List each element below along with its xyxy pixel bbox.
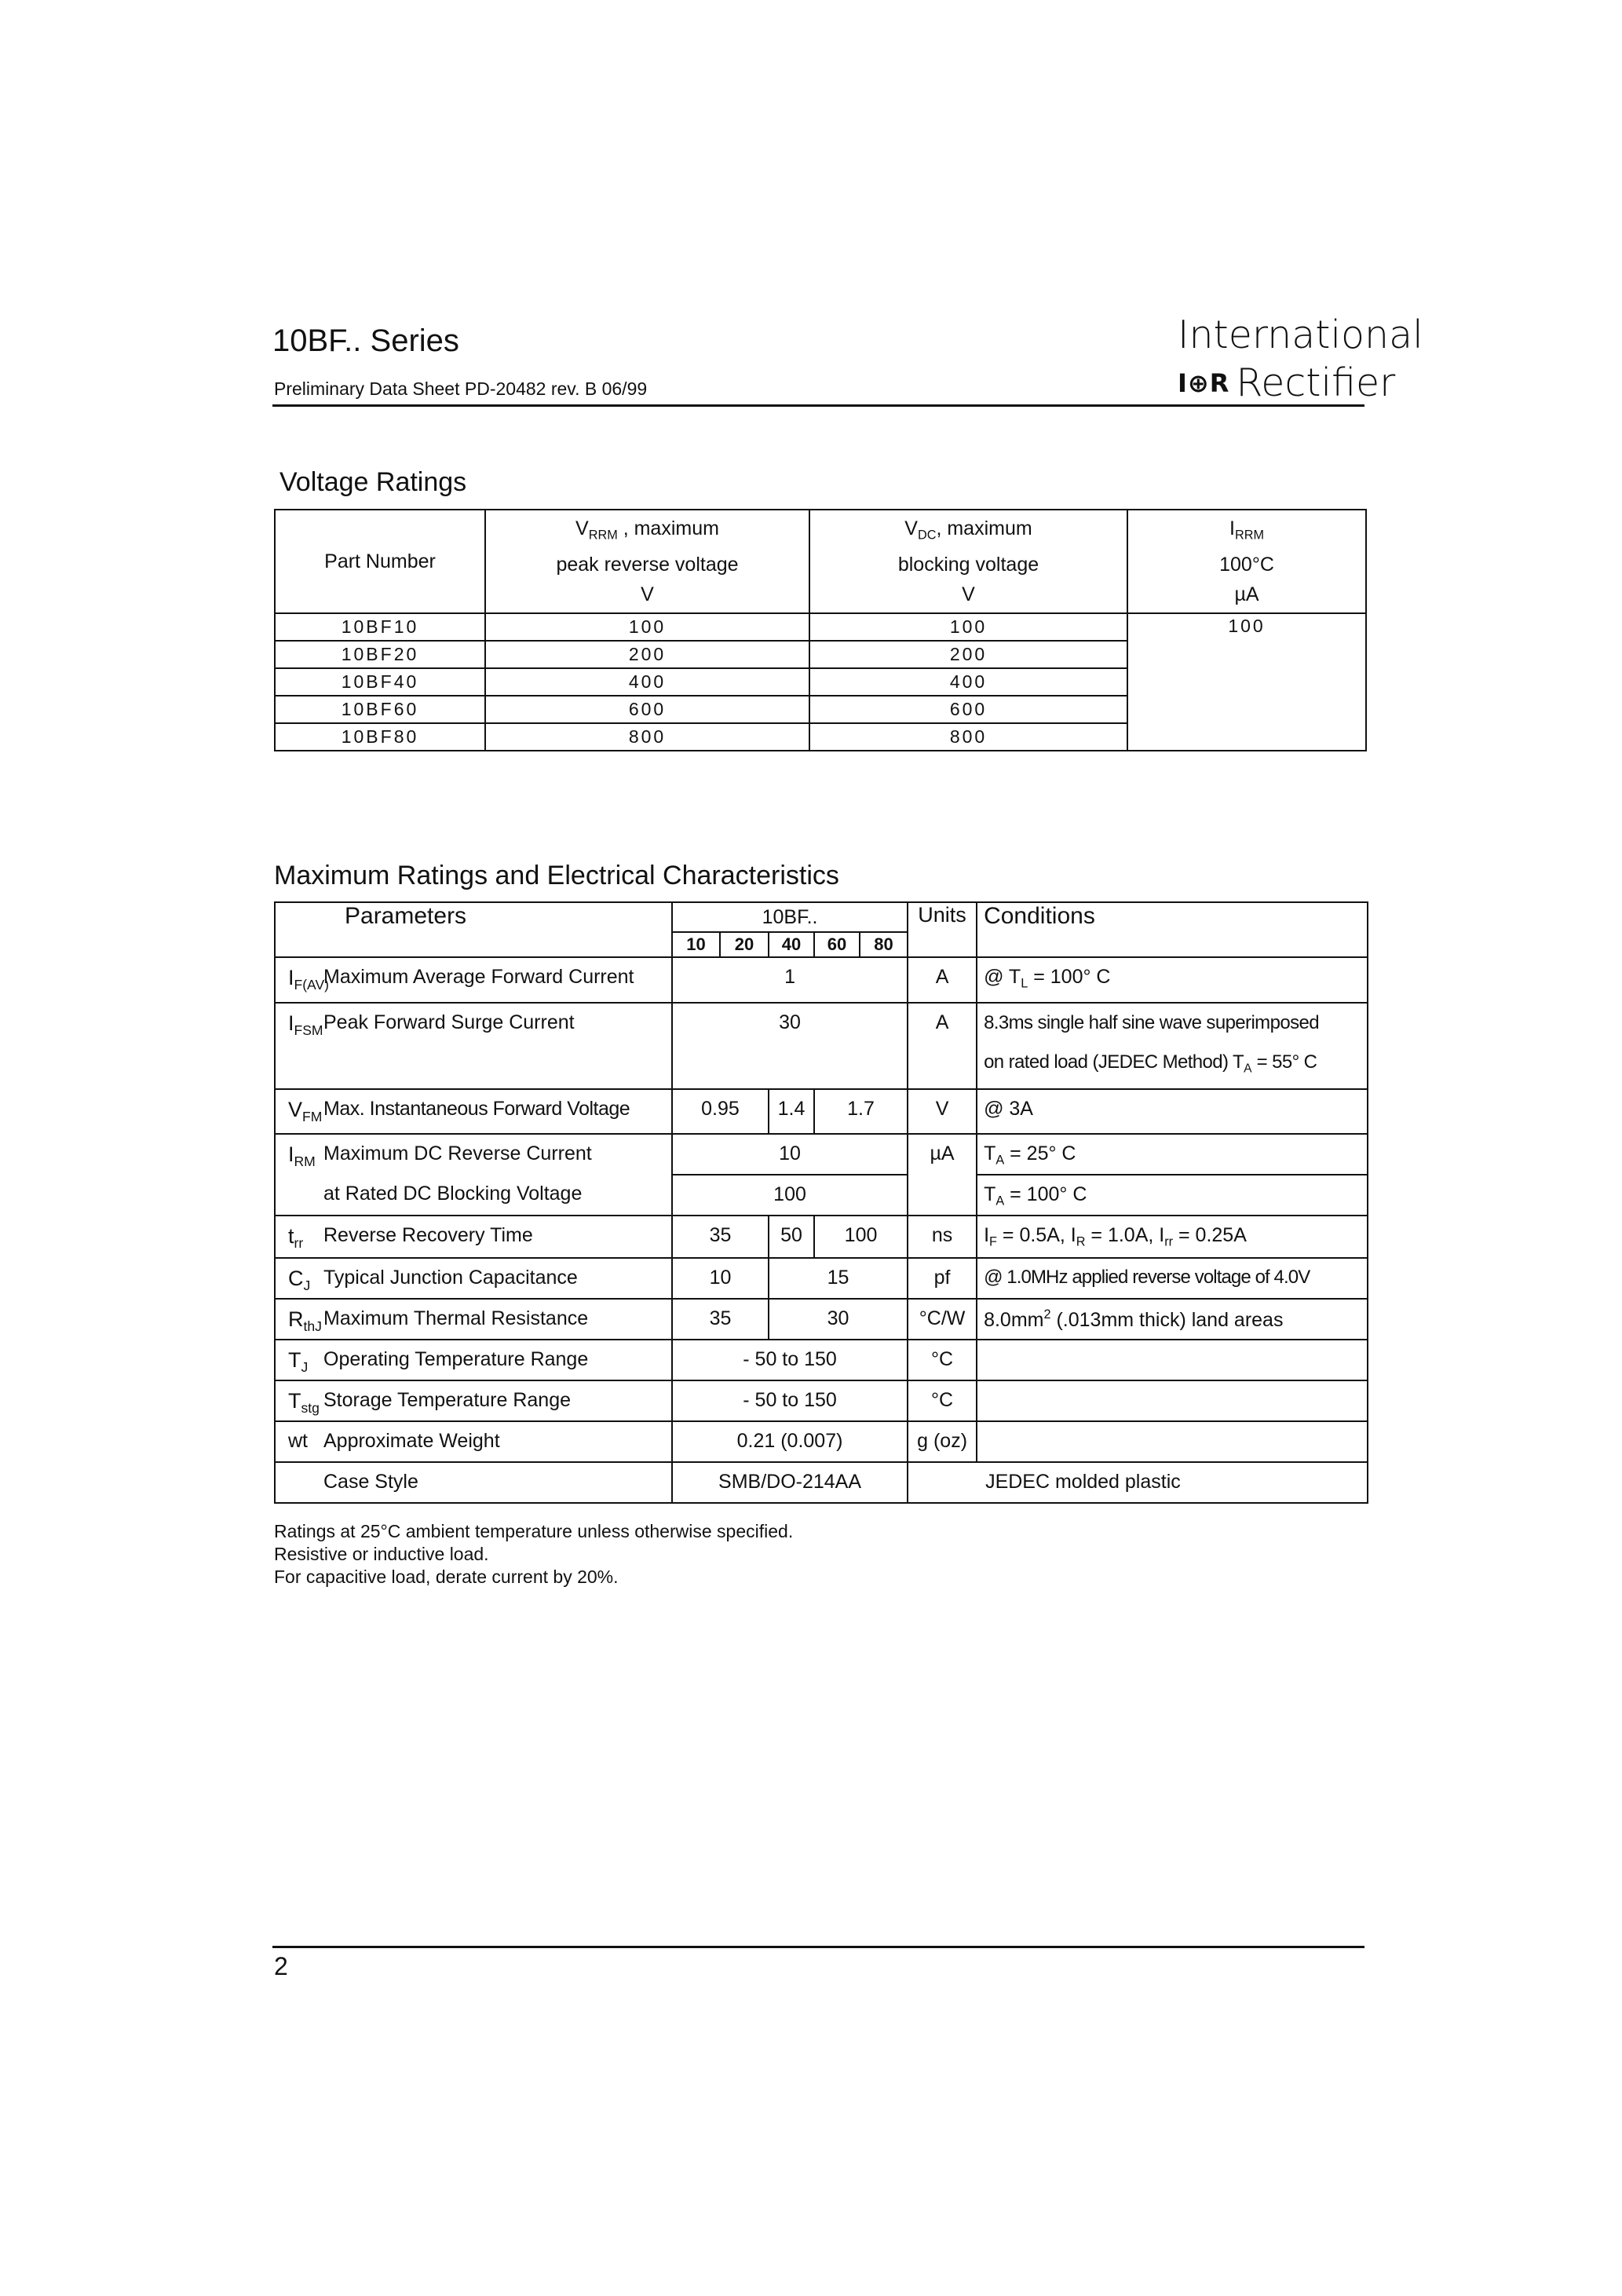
unit-cell: V xyxy=(908,1089,977,1134)
symbol-cell xyxy=(275,1216,323,1258)
cond-text: = 0.25A xyxy=(1173,1224,1247,1247)
symbol-sub: FM xyxy=(302,1109,323,1125)
cond-text: = 55° C xyxy=(1251,1051,1317,1073)
irrm-unit: µA xyxy=(1234,583,1259,606)
condition-cell xyxy=(908,1462,1368,1503)
cond-sub: F xyxy=(989,1235,997,1250)
part-number-header: Part Number xyxy=(275,510,485,613)
symbol: t xyxy=(288,1224,294,1249)
note-line: Resistive or inductive load. xyxy=(274,1544,489,1564)
symbol-sub: J xyxy=(303,1278,311,1294)
part-number-cell: 10BF80 xyxy=(275,723,485,751)
ior-logo-mark: I⊕R xyxy=(1178,367,1230,398)
parameter-name: Reverse Recovery Time xyxy=(323,1216,672,1258)
symbol-cell xyxy=(275,1340,323,1380)
value-cell: SMB/DO-214AA xyxy=(672,1462,908,1503)
cond-sub: A xyxy=(995,1194,1005,1209)
table-row xyxy=(275,1421,1368,1462)
vrrm-line1: , maximum xyxy=(617,517,719,539)
sub-col-60: 60 xyxy=(814,932,860,957)
parameters-header: Parameters xyxy=(275,902,672,957)
table-row xyxy=(275,1089,1368,1134)
cond-text: T xyxy=(984,1143,996,1165)
condition-cell xyxy=(977,1175,1368,1216)
unit-cell: A xyxy=(908,957,977,1003)
units-header: Units xyxy=(908,902,977,957)
irrm-symbol: I xyxy=(1229,517,1235,539)
parameter-name: Max. Instantaneous Forward Voltage xyxy=(323,1089,672,1134)
value-cell: 10 xyxy=(672,1134,908,1175)
table-row xyxy=(275,1380,1368,1421)
table-row xyxy=(275,1340,1368,1380)
symbol: I xyxy=(288,966,294,989)
condition-cell xyxy=(977,1340,1368,1380)
condition-cell xyxy=(977,1380,1368,1421)
cond-sub: rr xyxy=(1164,1235,1174,1250)
symbol: I xyxy=(288,1143,294,1167)
table-row xyxy=(275,1299,1368,1340)
value-cell: 0.95 xyxy=(672,1089,769,1134)
value-cell: 35 xyxy=(672,1299,769,1340)
vdc-sub: DC xyxy=(917,528,937,543)
parameter-name: Maximum Average Forward Current xyxy=(323,957,672,1003)
value-cell: - 50 to 150 xyxy=(672,1380,908,1421)
cond-text: 8.0mm xyxy=(984,1309,1044,1332)
vrrm-cell: 200 xyxy=(485,641,809,668)
voltage-header-row xyxy=(275,510,1366,613)
condition-cell xyxy=(977,957,1368,1003)
cond-sub: A xyxy=(1244,1062,1252,1076)
symbol: T xyxy=(288,1389,301,1413)
parameter-name: Case Style xyxy=(323,1462,672,1503)
table-row xyxy=(275,1258,1368,1299)
sub-col-40: 40 xyxy=(769,932,814,957)
note-line: Ratings at 25°C ambient temperature unless otherwise specified. xyxy=(274,1521,794,1541)
vdc-header xyxy=(809,510,1127,613)
sub-col-10: 10 xyxy=(672,932,720,957)
note-line: For capacitive load, derate current by 20%. xyxy=(274,1567,619,1587)
symbol-cell xyxy=(275,957,329,1003)
unit-cell: A xyxy=(908,1003,977,1089)
value-cell: 1 xyxy=(672,957,908,1003)
irrm-line2: 100°C xyxy=(1219,554,1274,576)
cond-text: 8.3ms single half sine wave superimposed xyxy=(984,1012,1319,1033)
sub-col-20: 20 xyxy=(720,932,769,957)
irrm-cell: 100 xyxy=(1127,613,1366,751)
symbol-cell xyxy=(275,1089,323,1134)
table-row xyxy=(275,1003,1368,1089)
symbol-cell xyxy=(275,1258,323,1299)
vrrm-cell: 600 xyxy=(485,696,809,723)
condition-cell: @ 3A xyxy=(977,1089,1368,1134)
vrrm-header xyxy=(485,510,809,613)
table-row xyxy=(275,1462,1368,1503)
parameter-name: Peak Forward Surge Current xyxy=(323,1003,672,1089)
condition-cell xyxy=(977,1421,1368,1462)
symbol-sub: thJ xyxy=(303,1318,322,1335)
cond-text: = 0.5A, I xyxy=(996,1224,1076,1247)
notes xyxy=(274,1520,793,1589)
symbol: I xyxy=(288,1011,294,1035)
condition-cell xyxy=(977,1299,1368,1340)
value-cell: 50 xyxy=(769,1216,814,1258)
symbol: C xyxy=(288,1267,304,1291)
max-ratings-title: Maximum Ratings and Electrical Characteristics xyxy=(274,861,839,890)
parameter-name: Storage Temperature Range xyxy=(323,1380,672,1421)
cond-text: T xyxy=(984,1183,996,1206)
parameter-name: at Rated DC Blocking Voltage xyxy=(323,1175,672,1216)
vdc-cell: 800 xyxy=(809,723,1127,751)
vdc-line2: blocking voltage xyxy=(897,554,1039,576)
condition-cell xyxy=(977,1216,1368,1258)
symbol: R xyxy=(288,1307,304,1332)
symbol-sub: rr xyxy=(294,1235,304,1252)
parameter-name: Typical Junction Capacitance xyxy=(323,1258,672,1299)
symbol-sub: stg xyxy=(301,1400,320,1417)
logo-rectifier xyxy=(1178,360,1395,405)
cond-text: = 100° C xyxy=(1004,1183,1087,1206)
series-title: 10BF.. Series xyxy=(272,324,459,358)
logo-rectifier-text: Rectifier xyxy=(1236,360,1396,405)
value-cell: 1.7 xyxy=(814,1089,908,1134)
vdc-cell: 400 xyxy=(809,668,1127,696)
vdc-cell: 600 xyxy=(809,696,1127,723)
footer-rule xyxy=(272,1946,1364,1948)
cond-text: = 1.0A, I xyxy=(1085,1224,1165,1247)
cond-text: = 25° C xyxy=(1004,1143,1076,1165)
page-number: 2 xyxy=(274,1952,288,1980)
max-ratings-table xyxy=(274,901,1368,1504)
voltage-ratings-title: Voltage Ratings xyxy=(279,467,467,497)
value-cell: 30 xyxy=(672,1003,908,1089)
symbol-cell xyxy=(275,1003,323,1089)
header-row xyxy=(275,902,1368,932)
vrrm-cell: 800 xyxy=(485,723,809,751)
table-row xyxy=(275,1216,1368,1258)
conditions-header: Conditions xyxy=(977,902,1368,957)
symbol-cell xyxy=(275,1175,323,1216)
unit-cell: ns xyxy=(908,1216,977,1258)
cond-text: JEDEC molded plastic xyxy=(985,1471,1181,1493)
table-row xyxy=(275,613,1366,641)
vdc-symbol: V xyxy=(904,517,918,539)
logo-international: International xyxy=(1178,313,1423,357)
cond-sup: 2 xyxy=(1043,1307,1051,1322)
table-row xyxy=(275,1175,1368,1216)
voltage-ratings-table xyxy=(274,509,1367,751)
cond-text: = 100° C xyxy=(1028,966,1111,988)
vrrm-line2: peak reverse voltage xyxy=(556,554,739,576)
unit-cell: pf xyxy=(908,1258,977,1299)
value-cell: 100 xyxy=(672,1175,908,1216)
cond-sub: R xyxy=(1076,1235,1086,1250)
part-number-cell: 10BF40 xyxy=(275,668,485,696)
value-cell: - 50 to 150 xyxy=(672,1340,908,1380)
series-header: 10BF.. xyxy=(672,902,908,932)
cond-text: on rated load (JEDEC Method) T xyxy=(984,1051,1244,1073)
cond-text: (.013mm thick) land areas xyxy=(1050,1309,1284,1332)
value-cell: 30 xyxy=(769,1299,908,1340)
value-cell: 0.21 (0.007) xyxy=(672,1421,908,1462)
irrm-sub: RRM xyxy=(1234,528,1264,543)
vrrm-cell: 400 xyxy=(485,668,809,696)
vrrm-cell: 100 xyxy=(485,613,809,641)
cond-text: I xyxy=(984,1224,990,1247)
symbol-sub: FSM xyxy=(294,1022,323,1039)
datasheet-subtitle: Preliminary Data Sheet PD-20482 rev. B 06/99 xyxy=(274,378,648,399)
cond-sub: L xyxy=(1021,976,1028,991)
part-number-cell: 10BF10 xyxy=(275,613,485,641)
vrrm-symbol: V xyxy=(575,517,589,539)
condition-cell xyxy=(977,1003,1368,1089)
vdc-cell: 100 xyxy=(809,613,1127,641)
part-number-cell: 10BF20 xyxy=(275,641,485,668)
irrm-header xyxy=(1127,510,1366,613)
parameter-name: Maximum Thermal Resistance xyxy=(323,1299,672,1340)
parameter-name: Maximum DC Reverse Current xyxy=(323,1134,672,1175)
condition-cell xyxy=(977,1134,1368,1175)
symbol: V xyxy=(288,1098,303,1122)
vdc-cell: 200 xyxy=(809,641,1127,668)
unit-cell: °C xyxy=(908,1340,977,1380)
vrrm-unit: V xyxy=(641,583,654,606)
cond-text: @ T xyxy=(984,966,1021,988)
vrrm-sub: RRM xyxy=(588,528,618,543)
unit-cell: °C/W xyxy=(908,1299,977,1340)
value-cell: 1.4 xyxy=(769,1089,814,1134)
symbol-cell xyxy=(275,1134,323,1175)
unit-cell: g (oz) xyxy=(908,1421,977,1462)
unit-cell: µA xyxy=(908,1134,977,1216)
parameter-name: Approximate Weight xyxy=(323,1421,672,1462)
symbol-sub: F(AV) xyxy=(294,977,329,993)
sub-col-80: 80 xyxy=(860,932,908,957)
condition-cell: @ 1.0MHz applied reverse voltage of 4.0V xyxy=(977,1258,1368,1299)
symbol-cell xyxy=(275,1462,323,1503)
symbol-cell xyxy=(275,1299,323,1340)
value-cell: 15 xyxy=(769,1258,908,1299)
unit-cell: °C xyxy=(908,1380,977,1421)
symbol-sub: RM xyxy=(294,1153,316,1170)
symbol-sub: J xyxy=(301,1359,309,1376)
part-number-cell: 10BF60 xyxy=(275,696,485,723)
vdc-unit: V xyxy=(962,583,975,606)
symbol-cell: wt xyxy=(275,1421,323,1462)
table-row xyxy=(275,1134,1368,1175)
table-row xyxy=(275,957,1368,1003)
cond-sub: A xyxy=(995,1153,1005,1168)
value-cell: 10 xyxy=(672,1258,769,1299)
vdc-line1: , maximum xyxy=(936,517,1032,539)
symbol: T xyxy=(288,1348,301,1373)
value-cell: 35 xyxy=(672,1216,769,1258)
parameter-name: Operating Temperature Range xyxy=(323,1340,672,1380)
symbol-cell xyxy=(275,1380,323,1421)
value-cell: 100 xyxy=(814,1216,908,1258)
